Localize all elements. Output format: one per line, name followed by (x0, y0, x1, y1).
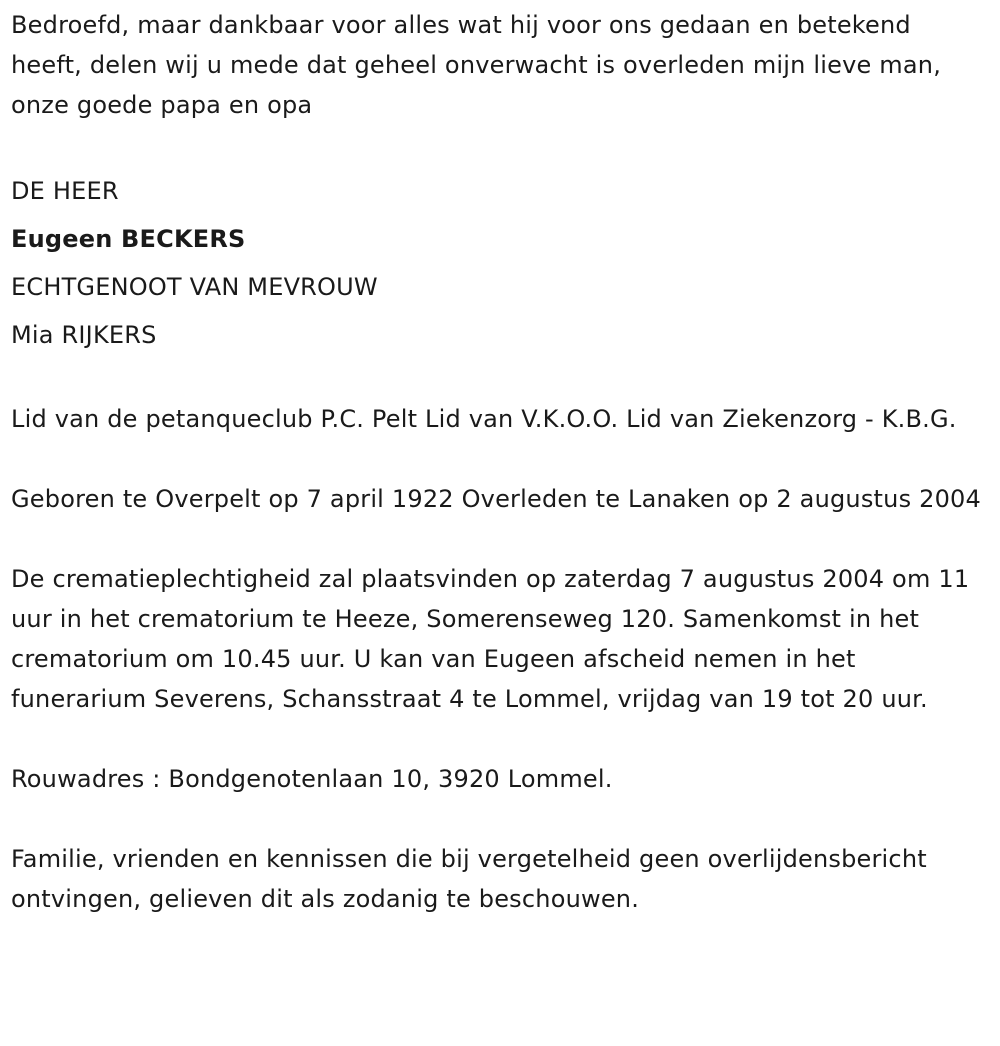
title-prefix: DE HEER (11, 177, 119, 205)
spouse-name: Mia RIJKERS (11, 321, 157, 349)
spacer (11, 719, 986, 759)
birth-death-paragraph: Geboren te Overpelt op 7 april 1922 Overleden te Lanaken op 2 augustus 2004 (11, 485, 981, 513)
memberships-paragraph: Lid van de petanqueclub P.C. Pelt Lid van V.K.O.O. Lid van Ziekenzorg - K.B.G. (11, 405, 957, 433)
address-paragraph: Rouwadres : Bondgenotenlaan 10, 3920 Lommel. (11, 765, 613, 793)
spacer (11, 439, 986, 479)
ceremony-paragraph: De crematieplechtigheid zal plaatsvinden op zaterdag 7 augustus 2004 om 11 uur in het crematorium te Heeze, Somerenseweg 120. Samenkomst in het crematorium om 10.45 uur. U kan van Eugeen afscheid nemen in het funerarium Severens, Schansstraat 4 te Lommel, vrijdag van 19 tot 20 uur. (11, 565, 970, 713)
spouse-label: ECHTGENOOT VAN MEVROUW (11, 273, 378, 301)
spacer (11, 799, 986, 839)
intro-paragraph: Bedroefd, maar dankbaar voor alles wat hij voor ons gedaan en betekend heeft, delen wij u mede dat geheel onverwacht is overleden mijn lieve man, onze goede papa en opa (11, 11, 942, 119)
death-notice (11, 0, 986, 919)
closing-paragraph: Familie, vrienden en kennissen die bij vergetelheid geen overlijdensbericht ontvingen, gelieven dit als zodanig te beschouwen. (11, 845, 927, 913)
spacer (11, 125, 986, 165)
deceased-name: Eugeen BECKERS (11, 225, 246, 253)
spacer (11, 519, 986, 559)
